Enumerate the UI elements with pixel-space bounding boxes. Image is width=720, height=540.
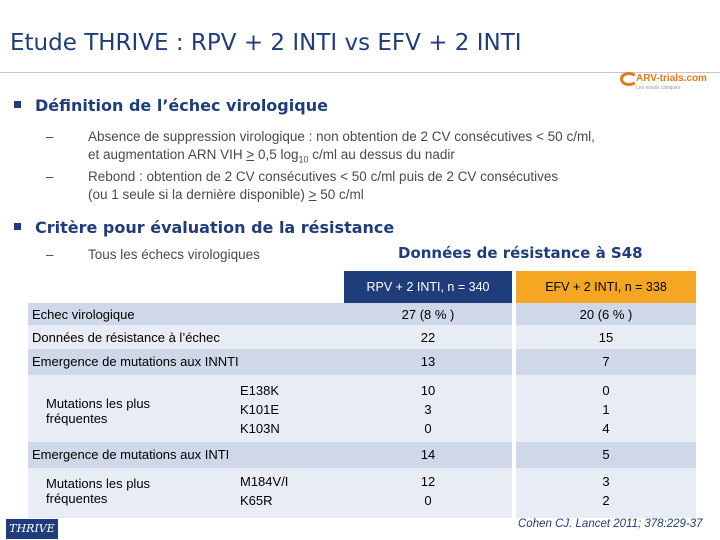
row-label-echec: Echec virologique — [32, 307, 135, 322]
mutation-count: 2 — [602, 493, 610, 508]
geq-symbol: > — [308, 187, 317, 202]
bullet-square-icon — [14, 101, 21, 108]
mutation-count: 0 — [602, 383, 610, 398]
definition-2-line2-pre: (ou 1 seule si la dernière disponible) — [88, 187, 309, 202]
mutation-count: 0 — [424, 493, 432, 508]
column-header-efv: EFV + 2 INTI, n = 338 — [516, 271, 696, 303]
inti-mutation-list — [240, 472, 288, 510]
row-label-innti: Emergence de mutations aux INNTI — [32, 354, 239, 369]
row-label-inti: Emergence de mutations aux INTI — [32, 447, 230, 462]
citation: Cohen CJ. Lancet 2011; 378:229-37 — [518, 518, 703, 530]
cell-echec-rpv: 27 (8 % ) — [401, 307, 455, 322]
row-label-inti-frequent: Mutations les plus fréquentes — [46, 476, 151, 506]
innti-rpv-values — [344, 381, 512, 438]
definition-1-line1: Absence de suppression virologique : non obtention de 2 CV consécutives < 50 c/ml, — [88, 129, 595, 144]
mutation-name: K101E — [240, 402, 280, 417]
definition-item-2 — [46, 168, 706, 204]
dash-icon: – — [46, 129, 54, 144]
row-label-donnees: Données de résistance à l’échec — [32, 330, 220, 345]
inti-rpv-values — [344, 472, 512, 510]
section-heading-resistance — [14, 218, 394, 237]
mutation-count: 3 — [424, 402, 432, 417]
logo-text: ARV-trials.com — [636, 73, 707, 84]
cell-innti-efv: 7 — [602, 354, 610, 369]
logo-subtext: Les essais cliniques — [636, 85, 681, 91]
column-header-rpv: RPV + 2 INTI, n = 340 — [344, 271, 512, 303]
criterion-text: Tous les échecs virologiques — [88, 247, 260, 262]
mutation-count: 1 — [602, 402, 610, 417]
row-label-innti-frequent: Mutations les plus fréquentes — [46, 396, 151, 426]
table-title: Données de résistance à S48 — [398, 244, 643, 262]
mutation-count: 10 — [420, 383, 436, 398]
definition-1-line2-pre: et augmentation ARN VIH — [88, 147, 247, 162]
definition-text-1 — [88, 128, 595, 169]
mutation-count: 4 — [602, 421, 610, 436]
mutation-name: K103N — [240, 421, 280, 436]
title-divider — [0, 72, 720, 73]
section-heading-text: Critère pour évaluation de la résistance — [35, 218, 395, 237]
innti-efv-values — [516, 381, 696, 438]
dash-icon: – — [46, 247, 54, 262]
cell-donnees-rpv: 22 — [420, 330, 436, 345]
mutation-name: K65R — [240, 493, 273, 508]
geq-symbol: > — [246, 147, 255, 162]
log-subscript: 10 — [298, 154, 309, 165]
innti-mutation-list — [240, 381, 280, 438]
section-heading-text: Définition de l’échec virologique — [35, 96, 328, 115]
definition-2-line2-post: 50 c/ml — [316, 187, 364, 202]
criterion-item — [46, 246, 346, 264]
mutation-count: 3 — [602, 474, 610, 489]
cell-donnees-efv: 15 — [598, 330, 614, 345]
mutation-name: E138K — [240, 383, 280, 398]
cell-innti-rpv: 13 — [420, 354, 436, 369]
dash-icon: – — [46, 169, 54, 184]
inti-efv-values — [516, 472, 696, 510]
bullet-square-icon — [14, 223, 21, 230]
mutation-name: M184V/I — [240, 474, 289, 489]
slide-title: Etude THRIVE : RPV + 2 INTI vs EFV + 2 INTI — [10, 30, 522, 56]
cell-inti-rpv: 14 — [420, 447, 436, 462]
section-heading-echec — [14, 96, 328, 115]
definition-2-line1: Rebond : obtention de 2 CV consécutives < 50 c/ml puis de 2 CV consécutives — [88, 169, 559, 184]
cell-inti-efv: 5 — [602, 447, 610, 462]
definition-text-2 — [88, 168, 558, 204]
mutation-count: 12 — [420, 474, 436, 489]
mutation-count: 0 — [424, 421, 432, 436]
study-tag: THRIVE — [6, 519, 58, 539]
arv-trials-logo — [620, 70, 716, 92]
definition-1-line2-mid: 0,5 log — [254, 147, 299, 162]
definition-1-line2-post: c/ml au dessus du nadir — [308, 147, 455, 162]
cell-echec-efv: 20 (6 % ) — [579, 307, 633, 322]
definition-item-1 — [46, 128, 706, 164]
